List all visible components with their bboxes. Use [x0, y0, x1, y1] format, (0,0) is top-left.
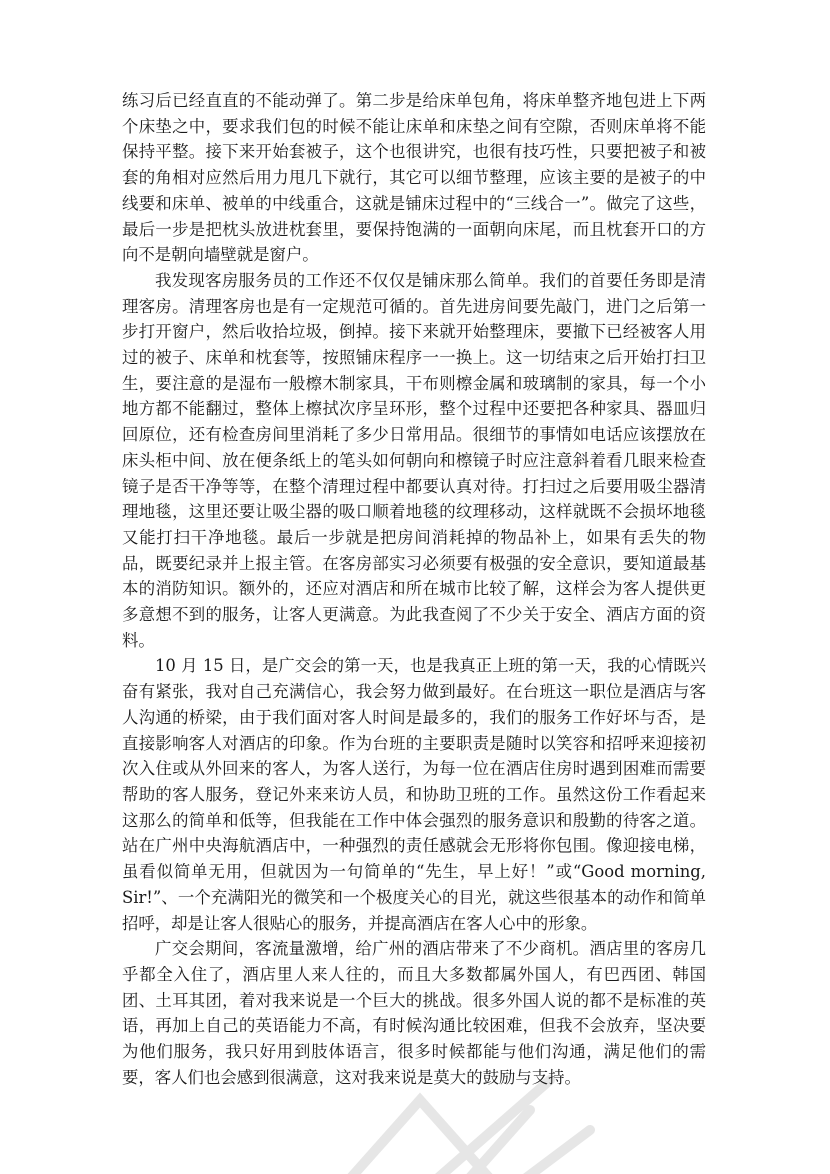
document-body	[122, 88, 706, 1090]
paragraph-4: 广交会期间，客流量激增，给广州的酒店带来了不少商机。酒店里的客房几乎都全入住了，酒店里人来人往的，而且大多数都属外国人，有巴西团、韩国团、土耳其团，着对我来说是一个巨大的挑战。很多外国人说的都不是标准的英语，再加上自己的英语能力不高，有时候沟通比较困难，但我不会放弃，坚决要为他们服务，我只好用到肢体语言，很多时候都能与他们沟通，满足他们的需要，客人们也会感到很满意，这对我来说是莫大的鼓励与支持。	[122, 939, 706, 1087]
paragraph-2: 我发现客房服务员的工作还不仅仅是铺床那么简单。我们的首要任务即是清理客房。清理客房也是有一定规范可循的。首先进房间要先敲门，进门之后第一步打开窗户，然后收拾垃圾，倒掉。接下来就开始整理床，要撤下已经被客人用过的被子、床单和枕套等，按照铺床程序一一换上。这一切结束之后开始打扫卫生，要注意的是湿布一般檫木制家具，干布则檫金属和玻璃制的家具，每一个小地方都不能翻过，整体上檫拭次序呈环形，整个过程中还要把各种家具、器皿归回原位，还有检查房间里消耗了多少日常用品。很细节的事情如电话应该摆放在床头柜中间、放在便条纸上的笔头如何朝向和檫镜子时应注意斜着看几眼来检查镜子是否干净等等，在整个清理过程中都要认真对待。打扫过之后要用吸尘器清理地毯，这里还要让吸尘器的吸口顺着地毯的纹理移动，这样就既不会损坏地毯又能打扫干净地毯。最后一步就是把房间消耗掉的物品补上，如果有丢失的物品，既要纪录并上报主管。在客房部实习必须要有极强的安全意识，要知道最基本的消防知识。额外的，还应对酒店和所在城市比较了解，这样会为客人提供更多意想不到的服务，让客人更满意。为此我查阅了不少关于安全、酒店方面的资料。	[122, 270, 706, 650]
paragraph-1: 练习后已经直直的不能动弹了。第二步是给床单包角，将床单整齐地包进上下两个床垫之中，要求我们包的时候不能让床单和床垫之间有空隙，否则床单将不能保持平整。接下来开始套被子，这个也很讲究，也很有技巧性，只要把被子和被套的角相对应然后用力甩几下就行，其它可以细节整理，应该主要的是被子的中线要和床单、被单的中线重合，这就是铺床过程中的“三线合一”。做完了这些，最后一步是把枕头放进枕套里，要保持饱满的一面朝向床尾，而且枕套开口的方向不是朝向墙壁就是窗户。	[122, 91, 706, 265]
paragraph-3: 10 月 15 日，是广交会的第一天，也是我真正上班的第一天，我的心情既兴奋有紧张，我对自己充满信心，我会努力做到最好。在台班这一职位是酒店与客人沟通的桥梁，由于我们面对客人时间是最多的，我们的服务工作好坏与否，是直接影响客人对酒店的印象。作为台班的主要职责是随时以笑容和招呼来迎接初次入住或从外回来的客人，为客人送行，为每一位在酒店住房时遇到困难而需要帮助的客人服务，登记外来来访人员，和协助卫班的工作。虽然这份工作看起来这那么的简单和低等，但我能在工作中体会强烈的服务意识和殷勤的待客之道。站在广州中央海航酒店中，一种强烈的责任感就会无形将你包围。像迎接电梯，虽看似简单无用，但就因为一句简单的“先生，早上好！”或“Good morning, Sir!”、一个充满阳光的微笑和一个极度关心的目光，就这些很基本的动作和简单招呼，却是让客人很贴心的服务，并提高酒店在客人心中的形象。	[122, 656, 706, 933]
